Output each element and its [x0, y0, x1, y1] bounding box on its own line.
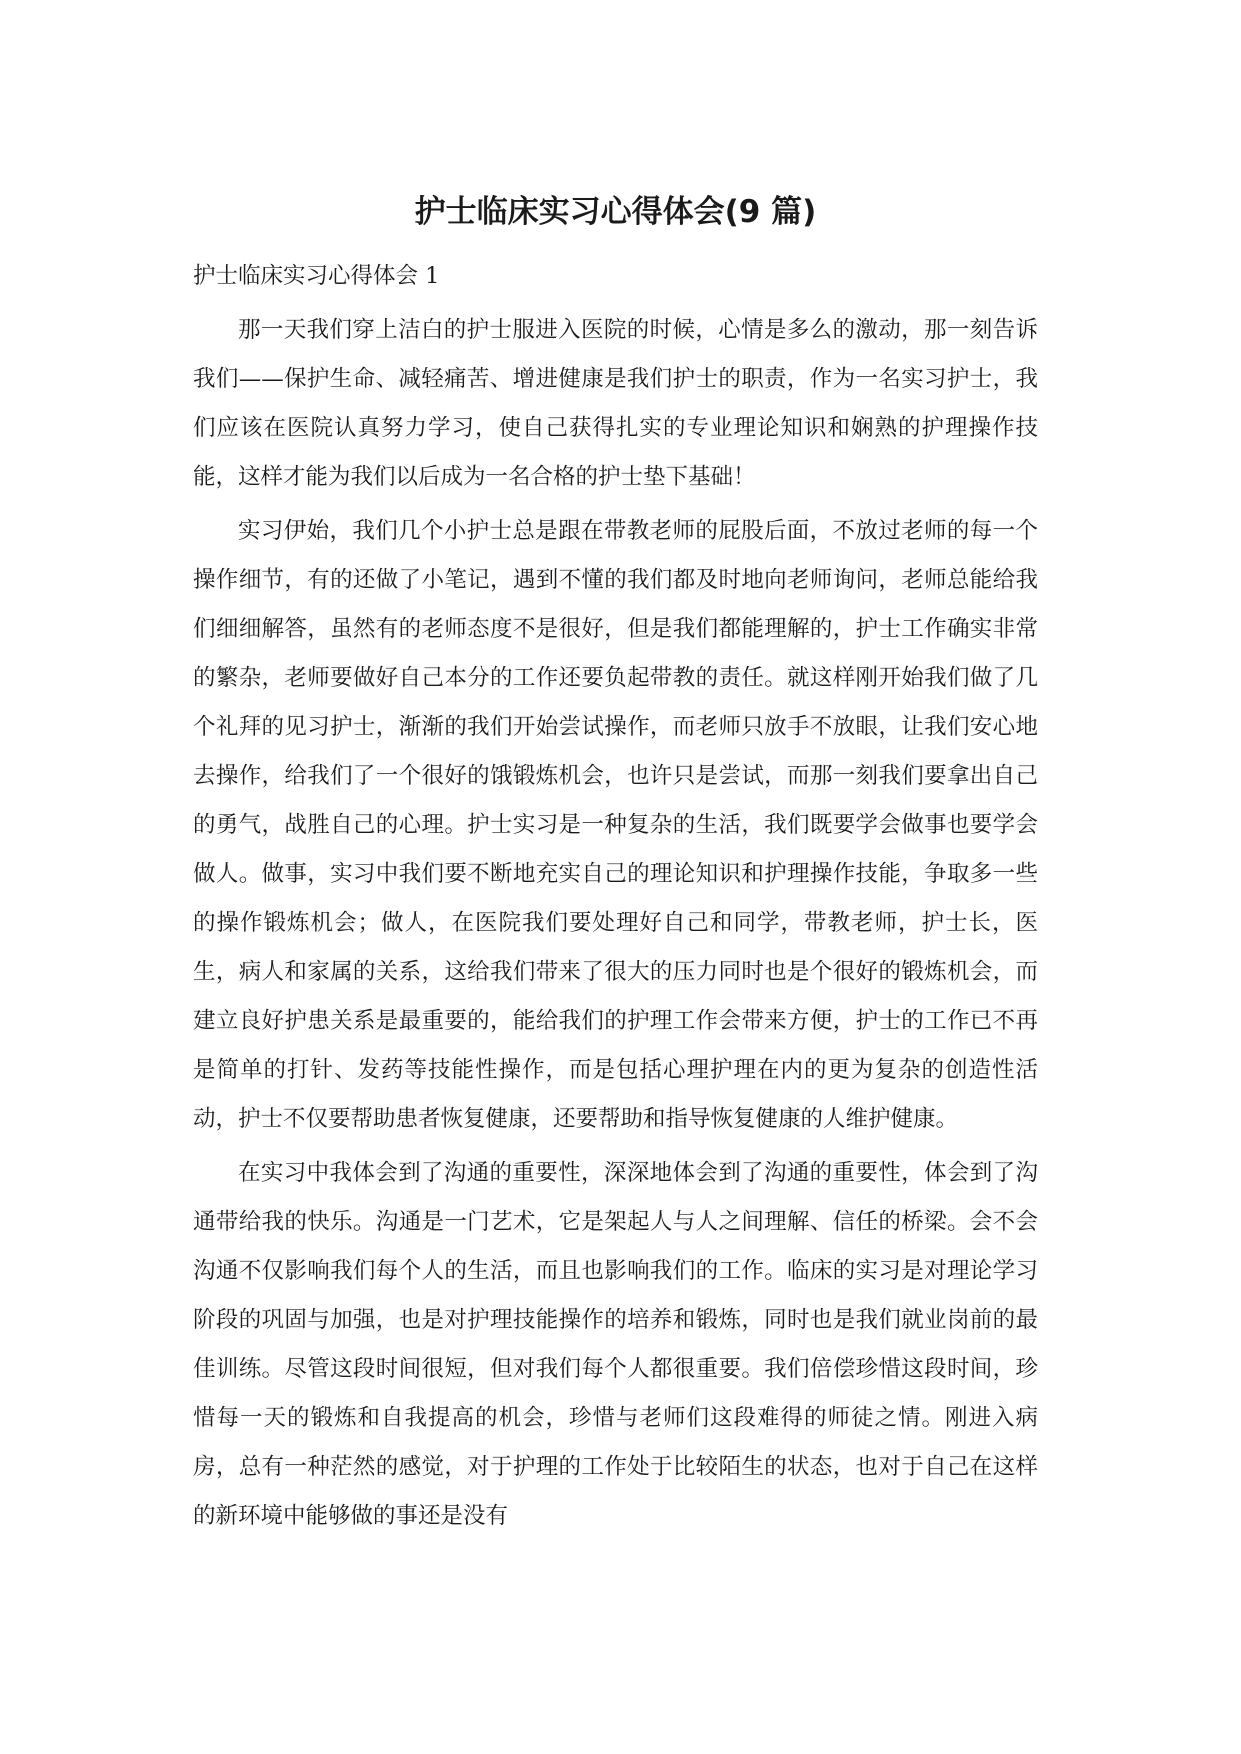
paragraph-1: 那一天我们穿上洁白的护士服进入医院的时候，心情是多么的激动，那一刻告诉我们——保护生命、减轻痛苦、增进健康是我们护士的职责，作为一名实习护士，我们应该在医院认真努力学习，使自己获得扎实的专业理论知识和娴熟的护理操作技能，这样才能为我们以后成为一名合格的护士垫下基础！ — [193, 317, 1038, 490]
paragraph-2: 实习伊始，我们几个小护士总是跟在带教老师的屁股后面，不放过老师的每一个操作细节，有的还做了小笔记，遇到不懂的我们都及时地向老师询问，老师总能给我们细细解答，虽然有的老师态度不是很好，但是我们都能理解的，护士工作确实非常的繁杂，老师要做好自己本分的工作还要负起带教的责任。就这样刚开始我们做了几个礼拜的见习护士，渐渐的我们开始尝试操作，而老师只放手不放眼，让我们安心地去操作，给我们了一个很好的饿锻炼机会，也许只是尝试，而那一刻我们要拿出自己的勇气，战胜自己的心理。护士实习是一种复杂的生活，我们既要学会做事也要学会做人。做事，实习中我们要不断地充实自己的理论知识和护理操作技能，争取多一些的操作锻炼机会；做人，在医院我们要处理好自己和同学，带教老师，护士长，医生，病人和家属的关系，这给我们带来了很大的压力同时也是个很好的锻炼机会，而建立良好护患关系是最重要的，能给我们的护理工作会带来方便，护士的工作已不再是简单的打针、发药等技能性操作，而是包括心理护理在内的更为复杂的创造性活动，护士不仅要帮助患者恢复健康，还要帮助和指导恢复健康的人维护健康。 — [193, 518, 1038, 1132]
paragraph-3: 在实习中我体会到了沟通的重要性，深深地体会到了沟通的重要性，体会到了沟通带给我的快乐。沟通是一门艺术，它是架起人与人之间理解、信任的桥梁。会不会沟通不仅影响我们每个人的生活，而且也影响我们的工作。临床的实习是对理论学习阶段的巩固与加强，也是对护理技能操作的培养和锻炼，同时也是我们就业岗前的最佳训练。尽管这段时间很短，但对我们每个人都很重要。我们倍偿珍惜这段时间，珍惜每一天的锻炼和自我提高的机会，珍惜与老师们这段难得的师徒之情。刚进入病房，总有一种茫然的感觉，对于护理的工作处于比较陌生的状态，也对于自己在这样的新环境中能够做的事还是没有 — [193, 1160, 1038, 1529]
document-title: 护士临床实习心得体会(9 篇) — [414, 194, 817, 230]
document-body — [193, 252, 1038, 1546]
section-heading: 护士临床实习心得体会 1 — [193, 263, 440, 289]
